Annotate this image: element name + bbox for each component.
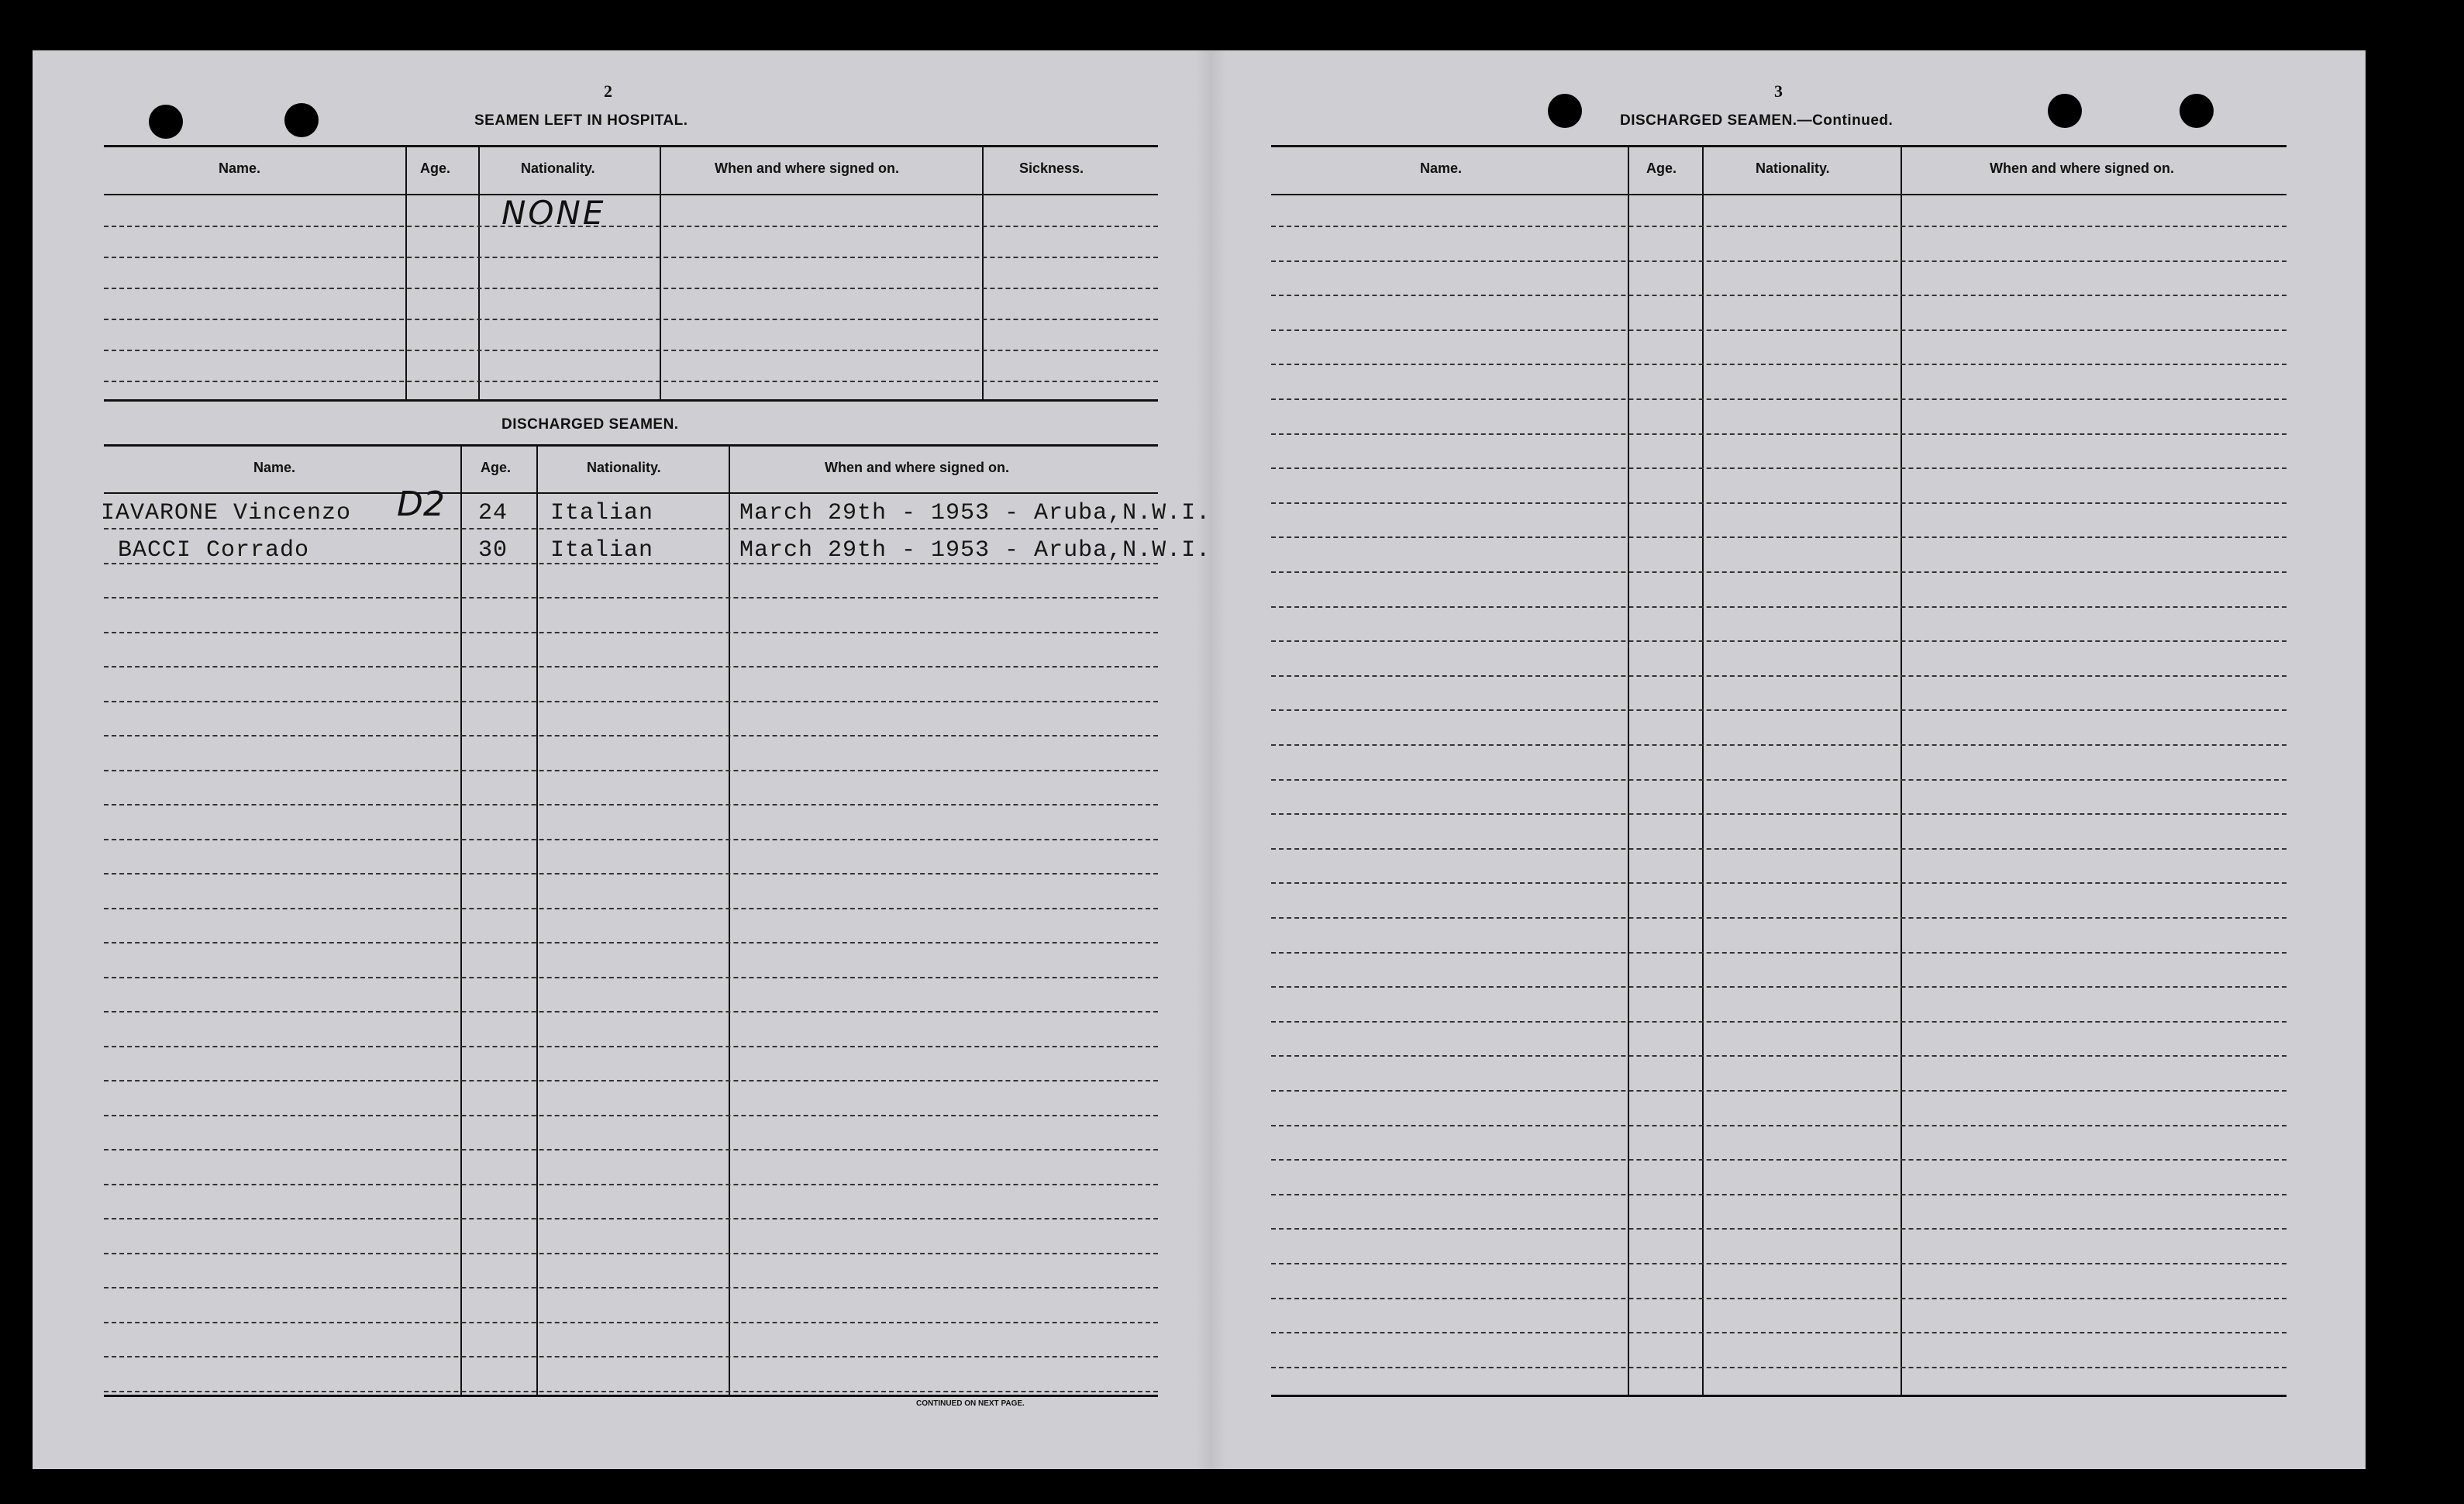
col-head-name: Name. [253,460,296,475]
col-head-age: Age. [481,460,512,475]
hospital-section-title: SEAMEN LEFT IN HOSPITAL. [474,112,688,129]
table-top-rule [1271,145,2287,147]
ruled-line [104,1287,1158,1288]
ruled-line [104,381,1158,382]
table-bottom-rule [104,1395,1158,1397]
ruled-line [1271,571,2287,573]
column-divider [478,145,480,399]
ruled-line [1271,1298,2287,1299]
ruled-line [1271,295,2287,296]
ruled-line [104,942,1158,943]
col-head-nationality: Nationality. [521,160,595,176]
discharged-section-title: DISCHARGED SEAMEN. [501,416,679,433]
ruled-line [1271,364,2287,365]
ruled-line [1271,744,2287,746]
ruled-line [1271,882,2287,884]
document-sheet [33,50,2366,1469]
ruled-line [104,288,1158,289]
ruled-line [1271,226,2287,227]
punch-hole [1548,94,1582,128]
ruled-line [104,1356,1158,1357]
punch-hole [2180,94,2214,128]
table-bottom-rule [1271,1395,2287,1397]
column-divider [660,145,661,399]
ruled-line [1271,1263,2287,1264]
col-head-nationality: Nationality. [587,460,661,475]
ruled-line [1271,1159,2287,1161]
col-head-age: Age. [1646,160,1677,176]
ruled-line [104,1080,1158,1081]
ruled-line [1271,260,2287,262]
ruled-line [104,1218,1158,1219]
ruled-line [1271,1055,2287,1057]
table-top-rule [104,145,1158,147]
ruled-line [1271,640,2287,642]
page-number: 2 [604,81,612,101]
col-head-signed-on: When and where signed on. [825,460,1010,475]
seaman-nationality: Italian [550,537,654,564]
ruled-line [104,908,1158,909]
ruled-line [104,1253,1158,1254]
ruled-line [104,873,1158,874]
ruled-line [104,1322,1158,1323]
ruled-line [104,1115,1158,1116]
col-head-name: Name. [1420,160,1463,176]
handwritten-none: NONE [501,194,606,232]
ruled-line [1271,848,2287,850]
col-head-sickness: Sickness. [1019,160,1084,176]
col-head-name: Name. [219,160,261,176]
ruled-line [104,1149,1158,1150]
ruled-line [1271,986,2287,988]
ruled-line [104,1184,1158,1185]
ruled-line [104,528,1158,530]
ruled-line [1271,1021,2287,1023]
seaman-age: 30 [478,537,508,564]
ruled-line [1271,1194,2287,1195]
ruled-line [104,350,1158,351]
ruled-line [104,257,1158,258]
ruled-line [1271,675,2287,677]
seaman-signed-on: March 29th - 1953 - Aruba,N.W.I. [739,537,1211,564]
ruled-line [1271,1228,2287,1230]
ruled-line [104,597,1158,598]
column-divider [982,145,984,399]
ruled-line [1271,398,2287,400]
ruled-line [1271,467,2287,469]
column-divider [1702,145,1704,1395]
ruled-line [1271,1332,2287,1333]
column-divider [1901,145,1902,1395]
ruled-line [104,1391,1158,1392]
ruled-line [1271,502,2287,504]
table-bottom-rule [104,399,1158,402]
ruled-line [104,977,1158,978]
col-head-signed-on: When and where signed on. [1990,160,2175,176]
discharged-continued-title: DISCHARGED SEAMEN.—Continued. [1620,112,1894,129]
col-head-age: Age. [420,160,451,176]
ruled-line [1271,606,2287,608]
punch-hole [284,103,319,137]
col-head-nationality: Nationality. [1756,160,1830,176]
seaman-name: BACCI Corrado [118,537,310,564]
page-number: 3 [1774,81,1783,101]
ruled-line [1271,1367,2287,1368]
punch-hole [149,105,183,139]
punch-hole [2048,94,2082,128]
ruled-line [1271,709,2287,711]
seaman-age: 24 [478,500,508,526]
table-top-rule [104,444,1158,447]
handwritten-annotation: D2 [397,485,445,524]
ruled-line [104,839,1158,840]
ruled-line [104,735,1158,736]
ruled-line [1271,813,2287,815]
column-divider [405,145,407,399]
ruled-line [104,804,1158,805]
ruled-line [1271,1090,2287,1092]
ruled-line [1271,779,2287,781]
ruled-line [1271,329,2287,331]
ruled-line [1271,536,2287,538]
ruled-line [1271,917,2287,919]
ruled-line [104,701,1158,702]
ruled-line [1271,433,2287,435]
ruled-line [104,770,1158,771]
ruled-line [1271,1125,2287,1126]
ruled-line [104,666,1158,667]
continued-note: CONTINUED ON NEXT PAGE. [916,1399,1025,1408]
ruled-line [104,319,1158,320]
page-gutter [1195,50,1226,1469]
ruled-line [104,226,1158,227]
col-head-signed-on: When and where signed on. [715,160,900,176]
ruled-line [104,632,1158,633]
seaman-name: IAVARONE Vincenzo [101,500,352,526]
seaman-nationality: Italian [550,500,654,526]
ruled-line [104,1011,1158,1012]
ruled-line [104,1046,1158,1047]
ruled-line [1271,952,2287,954]
table-header-rule [104,194,1158,195]
table-header-rule [1271,194,2287,195]
table-header-rule [104,492,1158,494]
seaman-signed-on: March 29th - 1953 - Aruba,N.W.I. [739,500,1211,526]
column-divider [1628,145,1629,1395]
